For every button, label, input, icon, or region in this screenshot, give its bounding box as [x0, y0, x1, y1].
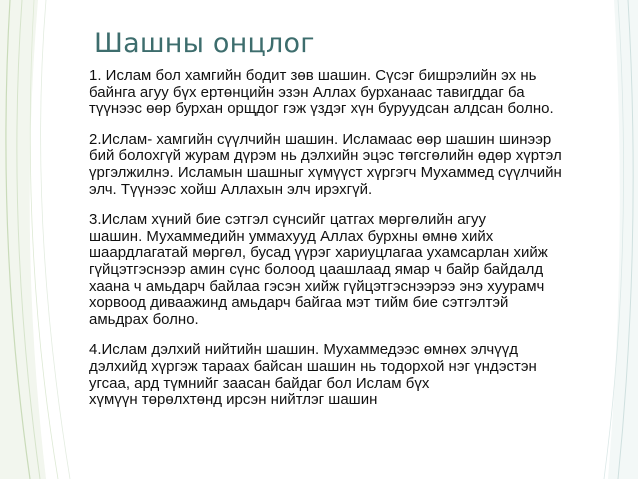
paragraph-line: дэлхийд хүргэж тараах байсан шашин нь тодорхой нэг үндэстэн [89, 357, 537, 375]
paragraph-line: элч. Түүнээс хойш Аллахын элч ирэхгүй. [89, 180, 373, 198]
paragraph-1 [89, 68, 609, 118]
slide-title: Шашны онцлог [94, 28, 315, 59]
paragraph-line: 1. Ислам бол хамгийн бодит зөв шашин. Сүсэг бишрэлийн эх нь [89, 67, 537, 84]
paragraph-line: угсаа, ард түмнийг заасан байдаг бол Ислам бүх [89, 374, 430, 392]
paragraph-line: амьдрах болно. [89, 310, 199, 328]
paragraph-line: 2.Ислам- хамгийн сүүлчийн шашин. Исламаас өөр шашин шинээр [89, 130, 552, 148]
slide-content [89, 68, 609, 423]
paragraph-4 [89, 342, 609, 408]
paragraph-line: 4.Ислам дэлхий нийтийн шашин. Мухаммедээс өмнөх элчүүд [89, 341, 518, 359]
paragraph-line: хүмүүн төрөлхтөнд ирсэн нийтлэг шашин [89, 391, 378, 409]
paragraph-2 [89, 132, 609, 198]
paragraph-line: 3.Ислам хүний бие сэтгэл сүнсийг цатгах мөргөлийн агуу [89, 211, 487, 229]
paragraph-line: үргэлжилнэ. Исламын шашныг хүмүүст хүргэгч Мухаммед сүүлчийн [89, 163, 562, 181]
left-decoration [0, 0, 90, 479]
paragraph-line: бий болохгүй журам дүрэм нь дэлхийн эцэс төгсгөлийн өдөр хүртэл [89, 147, 562, 165]
paragraph-line: шашин. Мухаммедийн уммахууд Аллах бурхны өмнө хийх [89, 227, 494, 245]
paragraph-line: байнга агуу бүх ертөнцийн эзэн Аллах бурханаас тавигддаг ба [89, 83, 525, 101]
paragraph-line: гүйцэтгэснээр амин сүнс болоод цаашлаад ямар ч байр байдалд [89, 260, 544, 278]
paragraph-line: шаардлагатай мөргөл, бусад үүрэг хариуцлагаа ухамсарлан хийж [89, 244, 548, 262]
paragraph-line: хаана ч амьдарч байлаа гэсэн хийж гүйцэтгэснээрээ энэ хуурамч [89, 277, 545, 295]
paragraph-line: түүнээс өөр бурхан орщдог гэж үздэг хүн буруудсан алдсан болно. [89, 100, 554, 118]
paragraph-line: хорвоод диваажинд амьдарч байгаа мэт тийм бие сэтгэлтэй [89, 294, 509, 312]
paragraph-3 [89, 212, 609, 328]
